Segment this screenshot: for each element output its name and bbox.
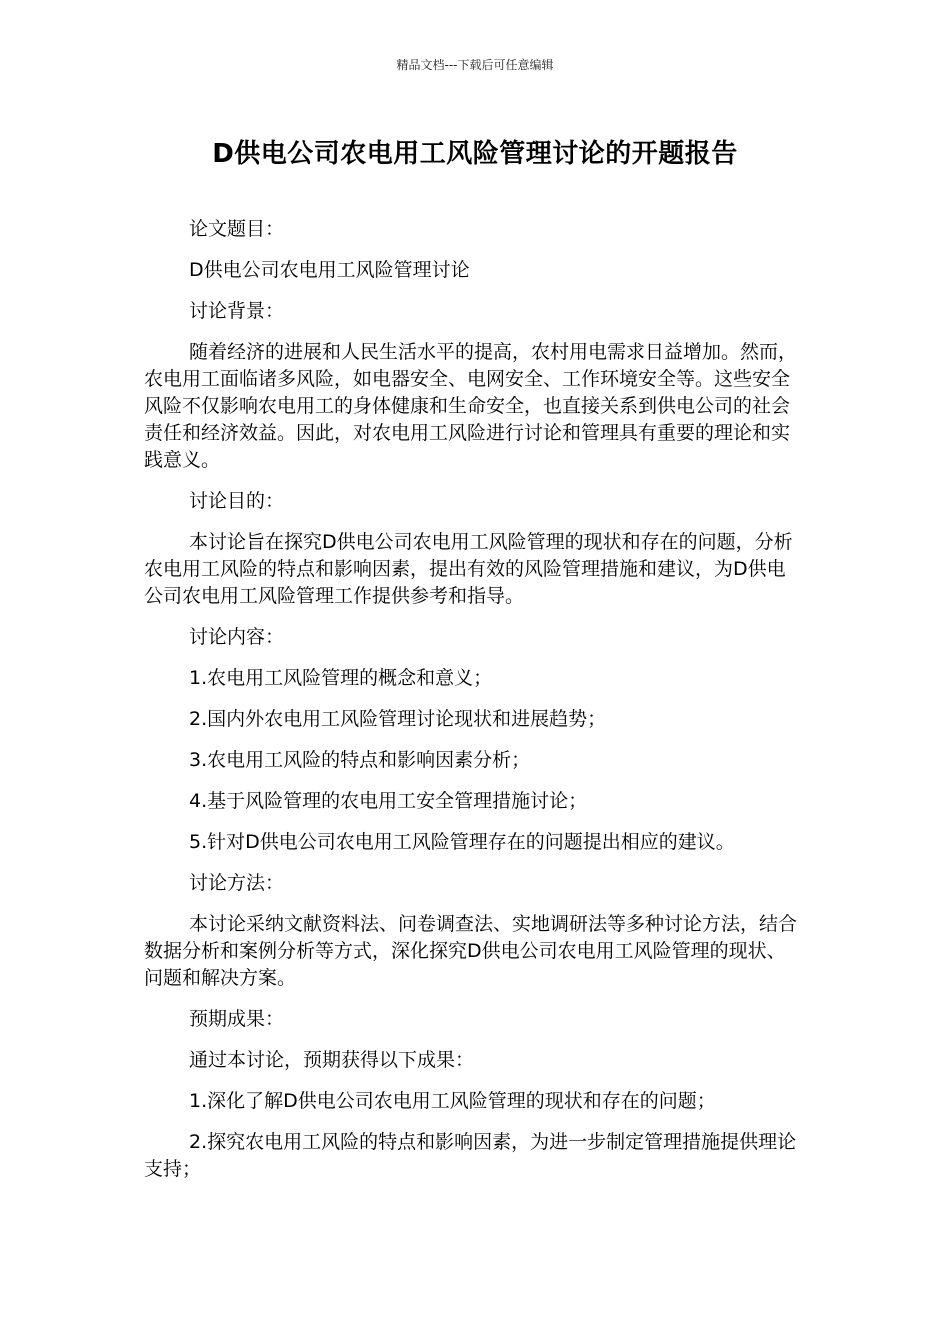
- document-title: D供电公司农电用工风险管理讨论的开题报告: [212, 139, 738, 169]
- paragraph-purpose-label: 讨论目的：: [189, 490, 285, 512]
- paragraph-method-label: 讨论方法：: [189, 872, 285, 894]
- paragraph-content-item-5: 5.针对D供电公司农电用工风险管理存在的问题提出相应的建议。: [189, 831, 735, 853]
- paragraph-content-item-3: 3.农电用工风险的特点和影响因素分析；: [189, 749, 531, 771]
- paragraph-thesis-label: 论文题目：: [189, 218, 285, 240]
- paragraph-background-text: 随着经济的进展和人民生活水平的提高，农村用电需求日益增加。然而，农电用工面临诸多风险，如电器安全、电网安全、工作环境安全等。这些安全风险不仅影响农电用工的身体健康和生命安全，也直接关系到供电公司的社会责任和经济效益。因此，对农电用工风险进行讨论和管理具有重要的理论和实践意义。: [144, 341, 798, 471]
- paragraph-results-item-1: 1.深化了解D供电公司农电用工风险管理的现状和存在的问题；: [189, 1090, 716, 1112]
- paragraph-content-item-1: 1.农电用工风险管理的概念和意义；: [189, 667, 493, 689]
- paragraph-purpose-text: 本讨论旨在探究D供电公司农电用工风险管理的现状和存在的问题，分析农电用工风险的特点和影响因素，提出有效的风险管理措施和建议，为D供电公司农电用工风险管理工作提供参考和指导。: [144, 531, 793, 607]
- paragraph-results-item-2: 2.探究农电用工风险的特点和影响因素，为进一步制定管理措施提供理论支持；: [144, 1131, 797, 1180]
- paragraph-method-text: 本讨论采纳文献资料法、问卷调查法、实地调研法等多种讨论方法，结合数据分析和案例分析等方式，深化探究D供电公司农电用工风险管理的现状、问题和解决方案。: [144, 913, 798, 989]
- paragraph-results-intro: 通过本讨论，预期获得以下成果：: [189, 1049, 475, 1071]
- paragraph-background-label: 讨论背景：: [189, 300, 285, 322]
- paragraph-content-item-4: 4.基于风险管理的农电用工安全管理措施讨论；: [189, 790, 588, 812]
- page-header: 精品文档---下载后可任意编辑: [396, 58, 554, 72]
- paragraph-content-label: 讨论内容：: [189, 626, 285, 648]
- paragraph-results-label: 预期成果：: [189, 1008, 285, 1030]
- paragraph-thesis-title: D供电公司农电用工风险管理讨论: [189, 259, 470, 281]
- paragraph-content-item-2: 2.国内外农电用工风险管理讨论现状和进展趋势；: [189, 708, 607, 730]
- document-body: [144, 216, 804, 1197]
